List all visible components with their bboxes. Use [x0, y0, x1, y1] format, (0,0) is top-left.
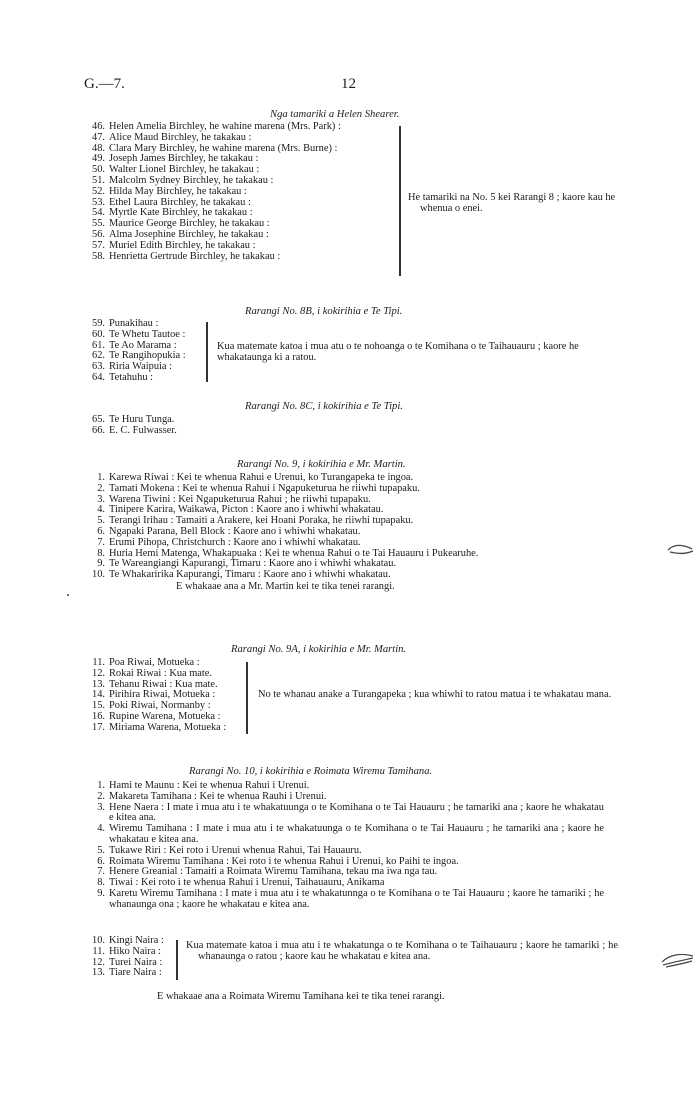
item-number: 8. [97, 547, 105, 559]
item-text: Te Wareangiangi Kapurangi, Timaru : Kaore ano i whiwhi whakatau. [109, 558, 397, 570]
item-text: Tetahuhu : [109, 371, 153, 383]
group-note: Kua matemate katoa i mua atu i te whakatunga o te Komihana o te Taihauauru ; kaore he tamariki ; he whanaunga o ratou ; kaore kau he whakatau e kitea ana. [186, 940, 618, 962]
list-item [84, 889, 604, 911]
item-number: 16. [92, 710, 105, 722]
item-number: 57. [92, 239, 105, 251]
item-text: Miriama Warena, Motueka : [109, 721, 227, 733]
closing-statement: E whakaae ana a Mr. Martin kei te tika tenei rarangi. [176, 581, 395, 592]
item-number: 1. [97, 780, 105, 791]
item-number: 17. [92, 721, 105, 733]
item-number: 12. [92, 667, 105, 679]
item-number: 5. [97, 844, 105, 856]
list-item [81, 968, 164, 979]
item-text: Myrtle Kate Birchley, he takakau : [109, 207, 253, 219]
item-number: 15. [92, 700, 105, 712]
entry-list [81, 936, 164, 979]
item-number: 58. [92, 250, 105, 262]
item-text: Karewa Riwai : Kei te whenua Rahui e Urenui, ko Turangapeka te ingoa. [109, 472, 414, 483]
group-note: He tamariki na No. 5 kei Rarangi 8 ; kaore kau he whenua o enei. [408, 192, 616, 214]
item-text: Erumi Pihopa, Christchurch : Kaore ano i whiwhi whakatau. [109, 536, 361, 548]
item-number: 6. [97, 525, 105, 537]
item-number: 59. [92, 318, 105, 329]
item-text: Te Whetu Tautoe : [109, 328, 186, 340]
item-number: 2. [97, 482, 105, 494]
item-text: Hene Naera : I mate i mua atu i te whakatuunga o te Komihana o te Tai Hauauru ; he tamariki ana ; kaore he whakatau e kitea ana. [109, 801, 604, 824]
item-number: 7. [97, 536, 105, 548]
brace [399, 126, 401, 276]
item-text: Tamati Mokena : Kei te whenua Rahui i Ngapuketurua he riiwhi tupapaku. [109, 482, 420, 494]
item-number: 60. [92, 328, 105, 340]
section-title: Rarangi No. 10, i kokirihia e Roimata Wiremu Tamihana. [189, 766, 433, 777]
item-text: Makareta Tamihana : Kei te whenua Rauhi i Urenui. [109, 790, 327, 802]
item-number: 11. [92, 657, 105, 668]
item-number: 7. [97, 866, 105, 878]
item-text: Maurice George Birchley, he takakau : [109, 218, 270, 230]
item-text: Te Huru Tunga. [109, 414, 175, 425]
item-number: 53. [92, 196, 105, 208]
item-text: Alma Josephine Birchley, he takakau : [109, 228, 269, 240]
margin-dot-mark [67, 594, 69, 596]
item-text: Turei Naira : [109, 956, 163, 968]
item-number: 9. [97, 558, 105, 570]
item-number: 46. [92, 121, 105, 132]
item-text: Punakihau : [109, 318, 159, 329]
margin-pencil-mark [666, 540, 696, 558]
item-text: Muriel Edith Birchley, he takakau : [109, 239, 256, 251]
list-item [84, 426, 177, 437]
item-text: Tehanu Riwai : Kua mate. [109, 678, 218, 690]
item-text: Riria Waipuia : [109, 361, 173, 373]
item-text: Hiko Naira : [109, 945, 161, 957]
entry-list [84, 658, 226, 734]
entry-list [84, 319, 186, 384]
list-item [84, 252, 341, 263]
item-number: 10. [92, 569, 105, 581]
item-text: Kingi Naira : [109, 935, 164, 946]
section-title: Nga tamariki a Helen Shearer. [270, 109, 400, 120]
item-text: Tiare Naira : [109, 967, 162, 979]
item-text: Hilda May Birchley, he takakau : [109, 185, 247, 197]
page-number: 12 [341, 76, 356, 92]
item-number: 47. [92, 131, 105, 143]
item-text: Pirihira Riwai, Motueka : [109, 689, 216, 701]
list-item [84, 570, 478, 581]
brace [246, 662, 248, 734]
item-number: 2. [97, 790, 105, 802]
item-number: 6. [97, 855, 105, 867]
item-number: 12. [92, 956, 105, 968]
item-text: Helen Amelia Birchley, he wahine marena (Mrs. Park) : [109, 121, 341, 132]
list-item [84, 824, 604, 846]
item-number: 63. [92, 361, 105, 373]
item-text: Hami te Maunu : Kei te whenua Rahui i Urenui. [109, 780, 310, 791]
item-number: 13. [92, 967, 105, 979]
item-number: 3. [97, 493, 105, 505]
item-text: Warena Tiwini : Kei Ngapuketurua Rahui ; he riiwhi tupapaku. [109, 493, 371, 505]
item-text: Alice Maud Birchley, he takakau : [109, 131, 252, 143]
item-number: 61. [92, 339, 105, 351]
item-text: E. C. Fulwasser. [109, 424, 177, 436]
item-text: Karetu Wiremu Tamihana : I mate i mua atu i te whakatunnga o te Komihana o te Tai Hauauru ; kaore he tamariki ; he whanaunga ona ; kaore he whakatau e kitea ana. [109, 887, 604, 910]
item-number: 56. [92, 228, 105, 240]
list-item [84, 803, 604, 825]
entry-list [84, 781, 604, 911]
item-text: Ngapaki Parana, Bell Block : Kaore ano i whiwhi whakatau. [109, 525, 361, 537]
item-number: 14. [92, 689, 105, 701]
entry-list [84, 473, 478, 581]
item-number: 3. [97, 801, 105, 813]
item-text: Roimata Wiremu Tamihana : Kei roto i te whenua Rahui i Urenui, ko Paihi te ingoa. [109, 855, 459, 867]
item-text: Henere Greanial : Tamaiti a Roimata Wiremu Tamihana, tekau ma iwa nga tau. [109, 866, 438, 878]
item-text: Tinipere Karira, Waikawa, Picton : Kaore ano i whiwhi whakatau. [109, 504, 384, 516]
item-text: Tukawe Riri : Kei roto i Urenui whenua Rahui, Tai Hauauru. [109, 844, 362, 856]
entry-list [84, 122, 341, 262]
brace [176, 940, 178, 980]
item-text: Clara Mary Birchley, he wahine marena (Mrs. Burne) : [109, 142, 338, 154]
item-text: Te Ao Marama : [109, 339, 177, 351]
item-number: 4. [97, 823, 105, 835]
item-number: 9. [97, 887, 105, 899]
item-text: Terangi Irihau : Tamaiti a Arakere, kei Hoani Poraka, he riiwhi tupapaku. [109, 515, 414, 527]
item-number: 8. [97, 877, 105, 889]
closing-statement: E whakaae ana a Roimata Wiremu Tamihana kei te tika tenei rarangi. [157, 991, 445, 1002]
section-title: Rarangi No. 8C, i kokirihia e Te Tipi. [245, 401, 403, 412]
item-number: 5. [97, 515, 105, 527]
item-number: 50. [92, 164, 105, 176]
item-text: Ethel Laura Birchley, he takakau : [109, 196, 251, 208]
item-number: 1. [97, 472, 105, 483]
item-text: Joseph James Birchley, he takakau : [109, 153, 259, 165]
item-text: Henrietta Gertrude Birchley, he takakau : [109, 250, 281, 262]
item-number: 64. [92, 371, 105, 383]
section-title: Rarangi No. 9, i kokirihia e Mr. Martin. [237, 459, 406, 470]
item-text: Poa Riwai, Motueka : [109, 657, 200, 668]
section-title: Rarangi No. 8B, i kokirihia e Te Tipi. [245, 306, 403, 317]
item-number: 66. [92, 424, 105, 436]
list-item [84, 373, 186, 384]
item-number: 52. [92, 185, 105, 197]
item-text: Malcolm Sydney Birchley, he takakau : [109, 174, 274, 186]
item-number: 11. [92, 945, 105, 957]
item-number: 51. [92, 174, 105, 186]
document-code: G.—7. [84, 76, 125, 92]
item-text: Huria Hemi Matenga, Whakapuaka : Kei te whenua Rahui o te Tai Hauauru i Pukearuhe. [109, 547, 479, 559]
entry-list [84, 415, 177, 437]
item-text: Te Whakaririka Kapurangi, Timaru : Kaore ano i whiwhi whakatau. [109, 569, 391, 581]
section-title: Rarangi No. 9A, i kokirihia e Mr. Martin. [231, 644, 407, 655]
list-item [84, 723, 226, 734]
item-number: 49. [92, 153, 105, 165]
brace [206, 322, 208, 382]
item-text: Te Rangihopukia : [109, 350, 186, 362]
item-text: Poki Riwai, Normanby : [109, 700, 211, 712]
margin-pencil-mark [660, 948, 696, 970]
group-note: Kua matemate katoa i mua atu o te nohoanga o te Komihana o te Taihauauru ; kaore he whakataunga ki a ratou. [217, 341, 579, 363]
item-number: 65. [92, 414, 105, 425]
item-number: 4. [97, 504, 105, 516]
item-number: 13. [92, 678, 105, 690]
item-number: 55. [92, 218, 105, 230]
item-text: Tiwai : Kei roto i te whenua Rahui i Urenui, Taihauauru, Anikama [109, 877, 385, 889]
item-text: Rupine Warena, Motueka : [109, 710, 221, 722]
group-note: No te whanau anake a Turangapeka ; kua whiwhi to ratou matua i te whakatau mana. [258, 689, 612, 700]
item-number: 48. [92, 142, 105, 154]
item-number: 62. [92, 350, 105, 362]
item-text: Wiremu Tamihana : I mate i mua atu i te whakatuunga o te Komihana o te Tai Hauauru ; he tamariki ana ; kaore he whakatau e kitea ana. [109, 823, 604, 845]
item-text: Rokai Riwai : Kua mate. [109, 667, 213, 679]
item-number: 10. [92, 935, 105, 946]
item-text: Walter Lionel Birchley, he takakau : [109, 164, 260, 176]
item-number: 54. [92, 207, 105, 219]
